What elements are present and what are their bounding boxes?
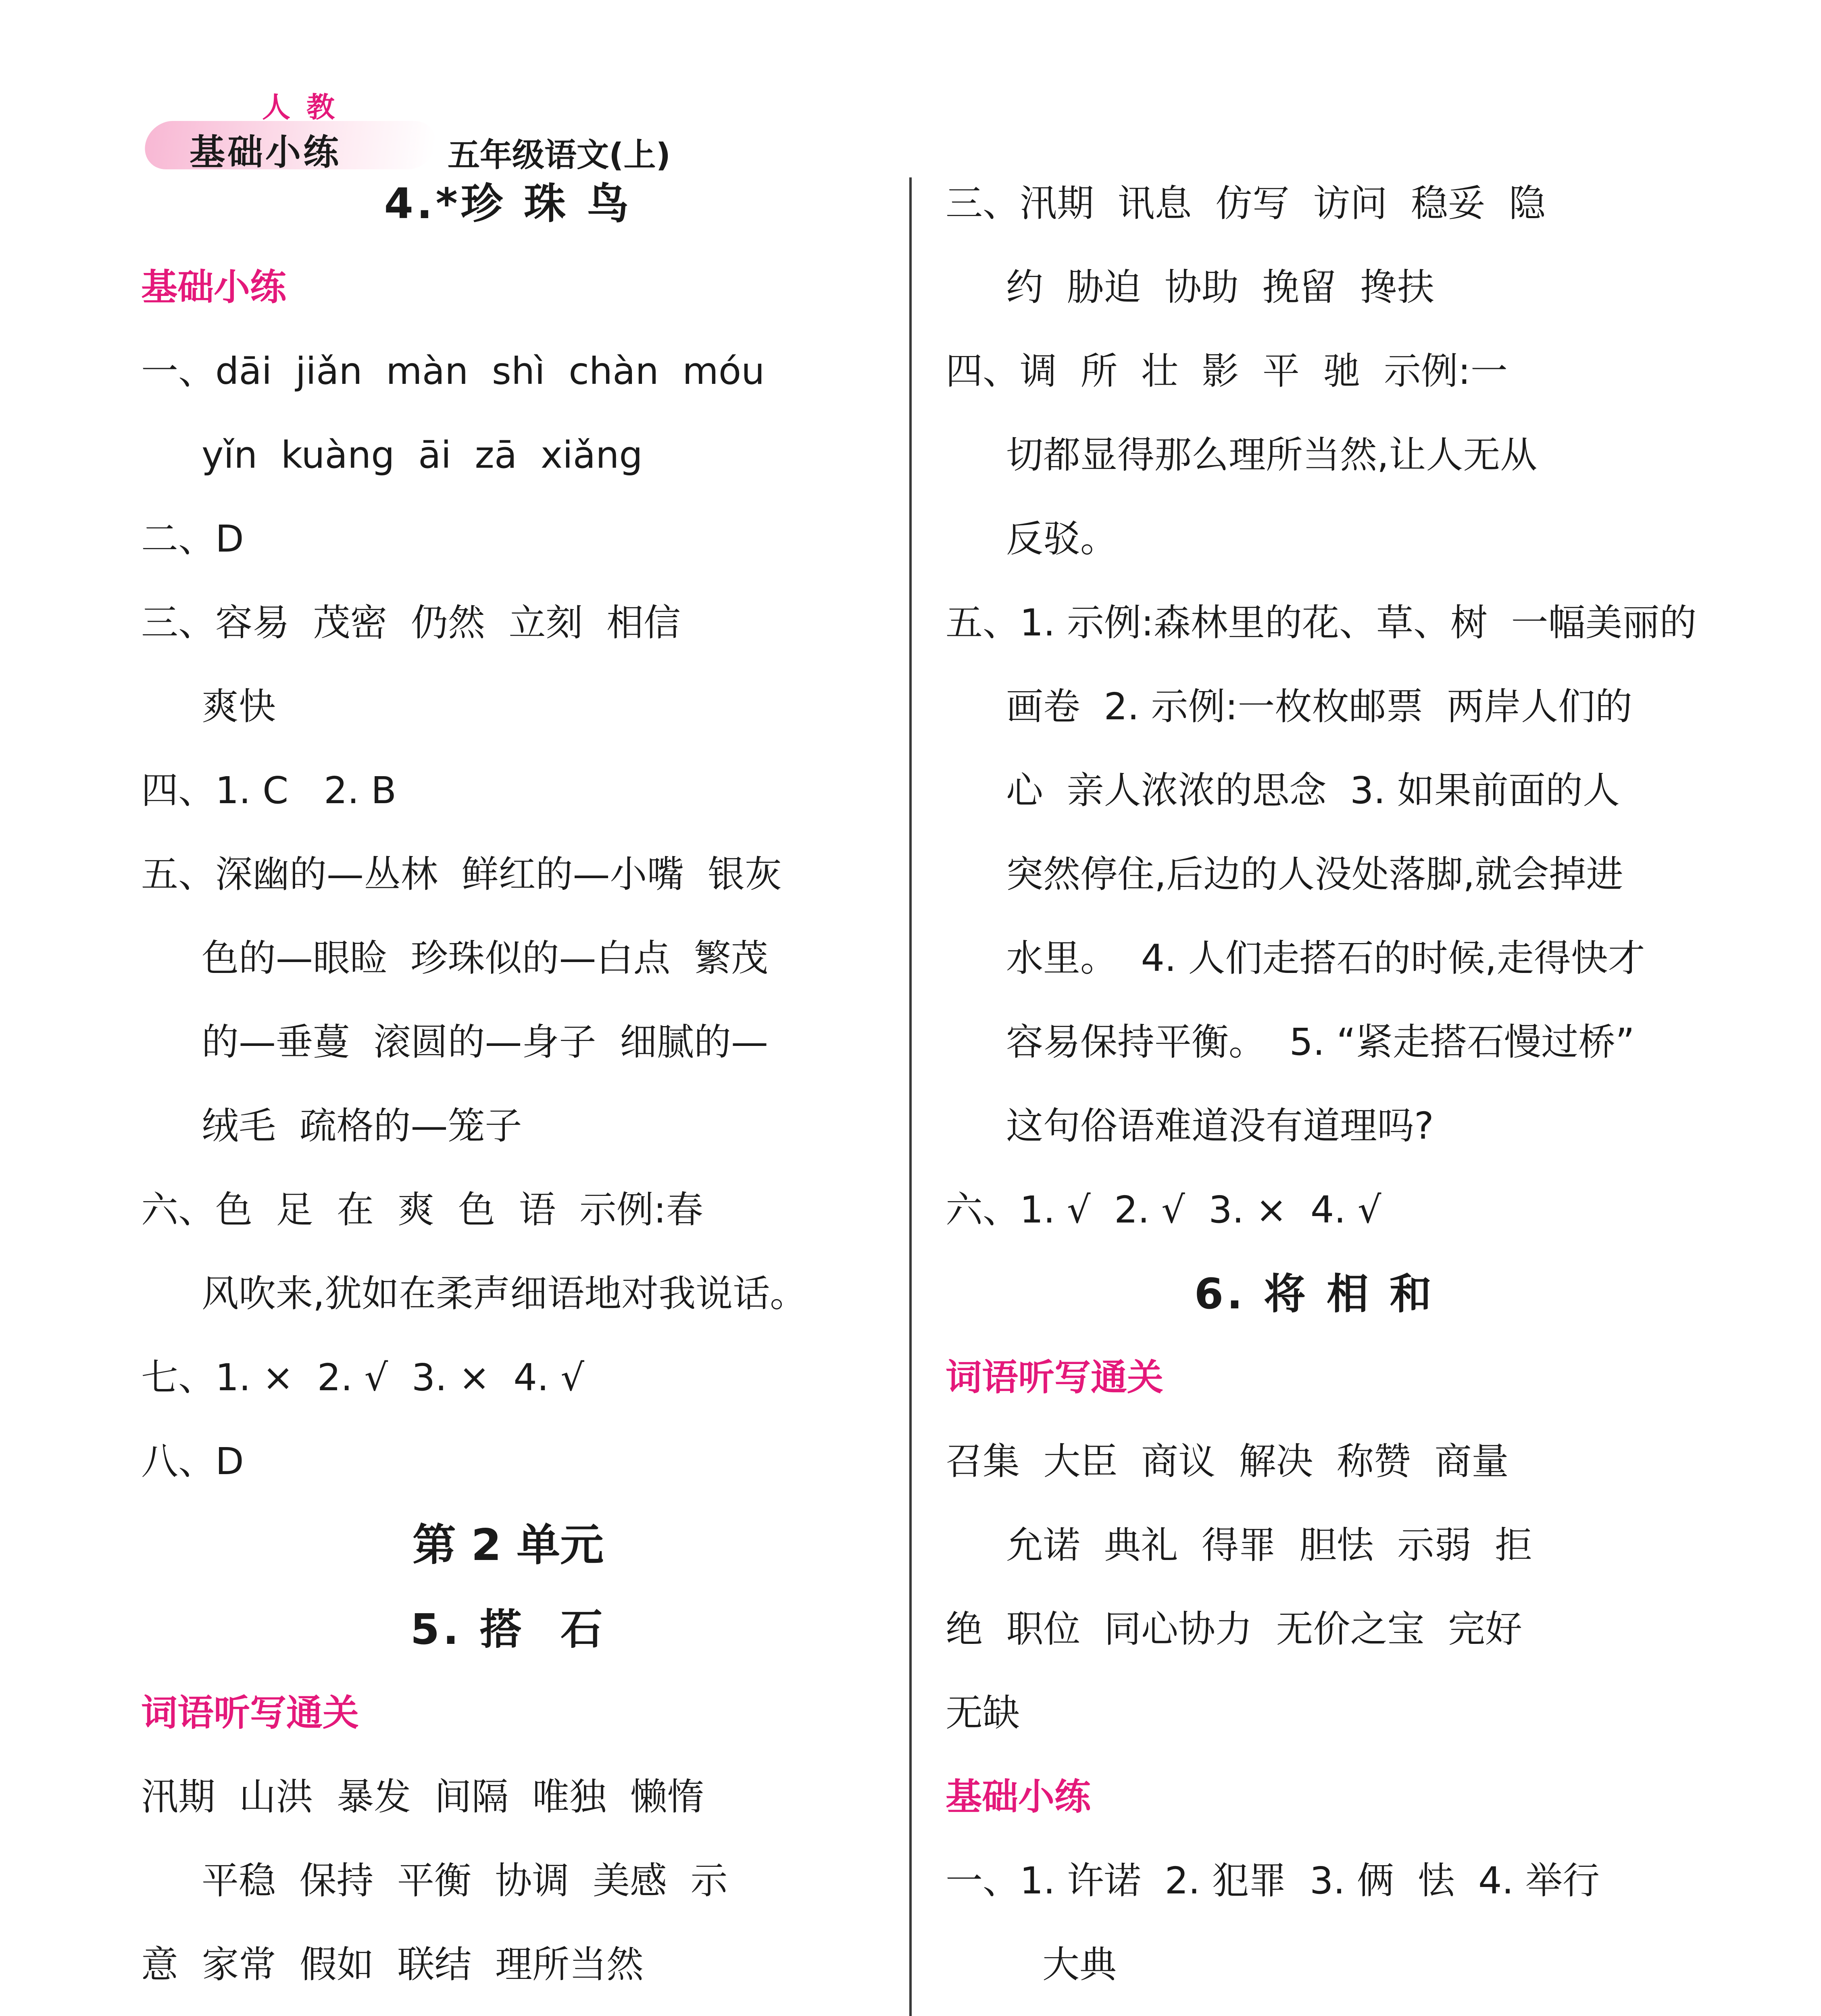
lesson-title: 6. 将 相 和 — [1194, 1269, 1435, 1318]
answer-line-continued: 心 亲人浓浓的思念 3. 如果前面的人 — [1006, 769, 1620, 812]
series-title: 基础小练 — [190, 131, 342, 173]
answer-line-continued: 爽快 — [202, 685, 276, 728]
answer-line: 汛期 山洪 暴发 间隔 唯独 懒惰 — [141, 1775, 704, 1818]
section-heading: 词语听写通关 — [946, 1356, 1163, 1399]
answer-line-continued: 反驳。 — [1006, 517, 1118, 560]
unit-title: 第 2 单元 — [412, 1520, 604, 1570]
answer-line-continued: 水里。 4. 人们走搭石的时候,走得快才 — [1006, 937, 1645, 980]
section-heading: 词语听写通关 — [141, 1692, 359, 1734]
book-subject: 五年级语文(上) — [448, 136, 671, 174]
answer-line: 四、1. C 2. B — [141, 769, 397, 812]
answer-line: 五、深幽的—丛林 鲜红的—小嘴 银灰 — [141, 853, 782, 896]
answer-line-continued: 突然停住,后边的人没处落脚,就会掉进 — [1006, 853, 1623, 896]
answer-line: 一、1. 许诺 2. 犯罪 3. 俩 怯 4. 举行 — [946, 1859, 1600, 1902]
lesson-title: 4.*珍 珠 鸟 — [384, 179, 632, 228]
answer-line: 八、D — [141, 1440, 244, 1483]
publisher-label: 人教 — [262, 91, 351, 124]
answer-line: 五、1. 示例:森林里的花、草、树 一幅美丽的 — [946, 601, 1697, 644]
answer-line: 一、dāi jiǎn màn shì chàn móu — [141, 350, 765, 393]
answer-line: 三、汛期 讯息 仿写 访问 稳妥 隐 — [946, 182, 1546, 225]
section-heading: 基础小练 — [141, 266, 286, 308]
answer-line-continued: 这句俗语难道没有道理吗? — [1006, 1104, 1434, 1148]
answer-line-continued: 容易保持平衡。 5. “紧走搭石慢过桥” — [1006, 1020, 1635, 1064]
answer-line-continued: 平稳 保持 平衡 协调 美感 示 — [202, 1859, 728, 1902]
answer-line: 七、1. × 2. √ 3. × 4. √ — [141, 1356, 584, 1399]
answer-line: 绝 职位 同心协力 无价之宝 完好 — [946, 1608, 1522, 1651]
column-divider — [909, 177, 912, 2016]
answer-line-continued: 切都显得那么理所当然,让人无从 — [1006, 433, 1538, 477]
answer-line: 意 家常 假如 联结 理所当然 — [141, 1943, 644, 1986]
lesson-title: 5. 搭 石 — [410, 1605, 606, 1654]
answer-line: 召集 大臣 商议 解决 称赞 商量 — [946, 1440, 1509, 1483]
answer-line-continued: 绒毛 疏格的—笼子 — [202, 1104, 522, 1148]
answer-line-continued: 色的—眼睑 珍珠似的—白点 繁茂 — [202, 937, 768, 980]
answer-line: 六、色 足 在 爽 色 语 示例:春 — [141, 1188, 703, 1231]
page-header — [137, 77, 782, 181]
answer-line: 无缺 — [946, 1691, 1020, 1735]
answer-line: 三、容易 茂密 仍然 立刻 相信 — [141, 601, 681, 644]
answer-line-continued: 画卷 2. 示例:一枚枚邮票 两岸人们的 — [1006, 685, 1632, 728]
answer-line-continued: 的—垂蔓 滚圆的—身子 细腻的— — [202, 1020, 768, 1064]
answer-line-continued: 约 胁迫 协助 挽留 搀扶 — [1006, 266, 1434, 309]
answer-line: 二、D — [141, 517, 244, 560]
answer-line-continued: 允诺 典礼 得罪 胆怯 示弱 拒 — [1006, 1524, 1532, 1567]
answer-line: 四、调 所 壮 影 平 驰 示例:一 — [946, 350, 1508, 393]
section-heading: 基础小练 — [946, 1776, 1091, 1818]
answer-line-continued: 风吹来,犹如在柔声细语地对我说话。 — [202, 1272, 807, 1315]
answer-line: 六、1. √ 2. √ 3. × 4. √ — [946, 1188, 1381, 1231]
answer-line-continued: 大典 — [1042, 1943, 1117, 1986]
answer-line-continued: yǐn kuàng āi zā xiǎng — [202, 433, 643, 477]
